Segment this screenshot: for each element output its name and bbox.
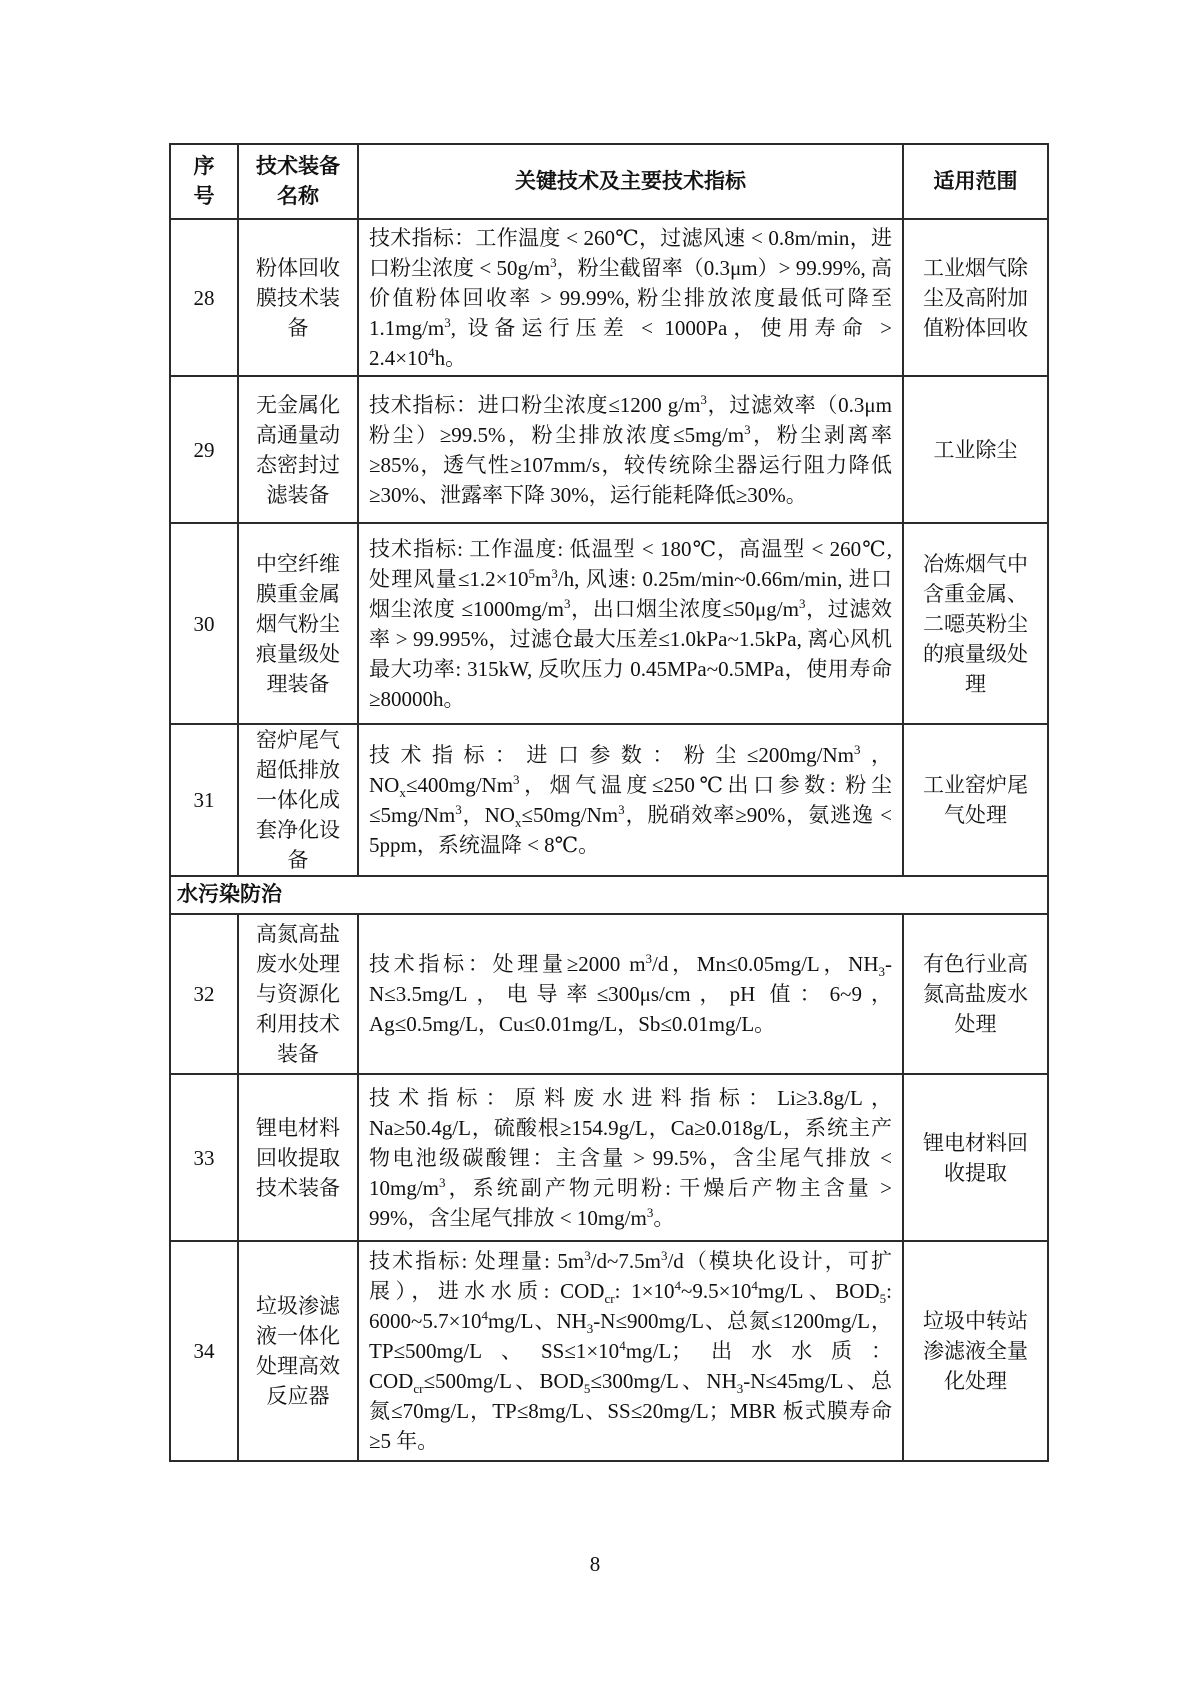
row-30-scope: 冶炼烟气中含重金属、二噁英粉尘的痕量级处理 bbox=[903, 523, 1048, 724]
table-row bbox=[170, 1074, 1048, 1241]
row-28-scope: 工业烟气除尘及高附加值粉体回收 bbox=[903, 219, 1048, 376]
row-34-scope: 垃圾中转站渗滤液全量化处理 bbox=[903, 1241, 1048, 1461]
header-key-specs: 关键技术及主要技术指标 bbox=[358, 144, 903, 219]
row-29-spec: 技术指标：进口粉尘浓度≤1200 $g/m^3$，过滤效率（0.3μm 粉尘）≥99.5%，粉尘排放浓度$\le 5mg/m^3$，粉尘剥离率≥85%，透气性≥107mm/s，较传统除尘器运行阻力降低≥30%、泄露率下降 30%，运行能耗降低≥30%。 bbox=[358, 376, 903, 523]
row-34-serial: 34 bbox=[170, 1241, 238, 1461]
row-31-spec: 技术指标：进口参数：粉尘$\le 200mg/Nm^3$，$NO_x\le 400mg/Nm^3$，烟气温度≤250℃出口参数: 粉尘$\le 5mg/Nm^3$，$NO_x\le 50mg/Nm^3$，脱硝效率≥90%，氨逃逸 < 5ppm，系统温降 < 8℃。 bbox=[358, 724, 903, 876]
header-equipment-name: 技术装备名称 bbox=[238, 144, 358, 219]
section-header-row bbox=[170, 876, 1048, 914]
row-33-spec: 技术指标：原料废水进料指标：Li≥3.8g/L，Na≥50.4g/L，硫酸根≥154.9g/L，Ca≥0.018g/L，系统主产物电池级碳酸锂：主含量 > 99.5%，含尘尾气排放 < $10mg/m^3$，系统副产物元明粉: 干燥后产物主含量 > 99%，含尘尾气排放 < $10mg/m^3$。 bbox=[358, 1074, 903, 1241]
row-29-scope: 工业除尘 bbox=[903, 376, 1048, 523]
row-29-name: 无金属化高通量动态密封过滤装备 bbox=[238, 376, 358, 523]
page-number: 8 bbox=[589, 1552, 601, 1576]
row-34-name: 垃圾渗滤液一体化处理高效反应器 bbox=[238, 1241, 358, 1461]
table-row bbox=[170, 724, 1048, 876]
row-31-serial: 31 bbox=[170, 724, 238, 876]
table-row bbox=[170, 914, 1048, 1074]
row-33-serial: 33 bbox=[170, 1074, 238, 1241]
table-header-row bbox=[170, 144, 1048, 219]
header-scope: 适用范围 bbox=[903, 144, 1048, 219]
row-28-name: 粉体回收膜技术装备 bbox=[238, 219, 358, 376]
row-30-name: 中空纤维膜重金属烟气粉尘痕量级处理装备 bbox=[238, 523, 358, 724]
row-32-name: 高氮高盐废水处理与资源化利用技术装备 bbox=[238, 914, 358, 1074]
equipment-spec-table bbox=[169, 143, 1049, 1462]
row-32-serial: 32 bbox=[170, 914, 238, 1074]
row-30-serial: 30 bbox=[170, 523, 238, 724]
row-28-spec: 技术指标：工作温度 < 260℃，过滤风速 < 0.8m/min，进口粉尘浓度 < $50g/m^3$，粉尘截留率（0.3μm）> 99.99%, 高价值粉体回收率 > 99.99%, 粉尘排放浓度最低可降至 $1.1mg/m^3$, 设备运行压差 < 1000Pa，使用寿命 > $2.4\times 10^4h$。 bbox=[358, 219, 903, 376]
header-serial-number: 序号 bbox=[170, 144, 238, 219]
row-32-scope: 有色行业高氮高盐废水处理 bbox=[903, 914, 1048, 1074]
row-32-spec: 技术指标：处理量≥2000 $m^3/d$，Mn≤0.05mg/L，$NH_3-N\le 3.5mg/L$，电导率≤300μs/cm，pH 值：6~9，Ag≤0.5mg/L，Cu≤0.01mg/L，Sb≤0.01mg/L。 bbox=[358, 914, 903, 1074]
table-row bbox=[170, 1241, 1048, 1461]
row-30-spec: 技术指标: 工作温度: 低温型 < 180℃，高温型 < 260℃, 处理风量$\le 1.2\times 10^5m^3/h$, 风速: 0.25m/min~0.66m/min, 进口烟尘浓度 $\le 1000mg/m^3$，出口烟尘浓度$\le 50\mu g/m^3$，过滤效率 > 99.995%，过滤仓最大压差≤1.0kPa~1.5kPa, 离心风机最大功率: 315kW, 反吹压力 0.45MPa~0.5MPa，使用寿命≥80000h。 bbox=[358, 523, 903, 724]
row-33-scope: 锂电材料回收提取 bbox=[903, 1074, 1048, 1241]
row-31-name: 窑炉尾气超低排放一体化成套净化设备 bbox=[238, 724, 358, 876]
row-34-spec: 技术指标: 处理量: $5m^3/d\sim 7.5m^3/d$（模块化设计，可扩展），进水水质: $COD_{cr}$: $1\times 10^4\sim 9.5\times 10^4mg/L$、$BOD_5$: $6000\sim 5.7\times 10^4mg/L$、$NH_3-N\le 900mg/L$、总氮≤1200mg/L，TP≤500mg/L、$SS\le 1\times 10^4mg/L$；出水水质：$COD_{cr}\le 500mg/L$、$BOD_5\le 300mg/L$、$NH_3-N\le 45mg/L$、总氮≤70mg/L，TP≤8mg/L、SS≤20mg/L；MBR 板式膜寿命≥5 年。 bbox=[358, 1241, 903, 1461]
row-31-scope: 工业窑炉尾气处理 bbox=[903, 724, 1048, 876]
table-row bbox=[170, 523, 1048, 724]
table-row bbox=[170, 376, 1048, 523]
table-row bbox=[170, 219, 1048, 376]
row-28-serial: 28 bbox=[170, 219, 238, 376]
row-29-serial: 29 bbox=[170, 376, 238, 523]
row-33-name: 锂电材料回收提取技术装备 bbox=[238, 1074, 358, 1241]
section-header-water-pollution: 水污染防治 bbox=[170, 876, 1048, 914]
